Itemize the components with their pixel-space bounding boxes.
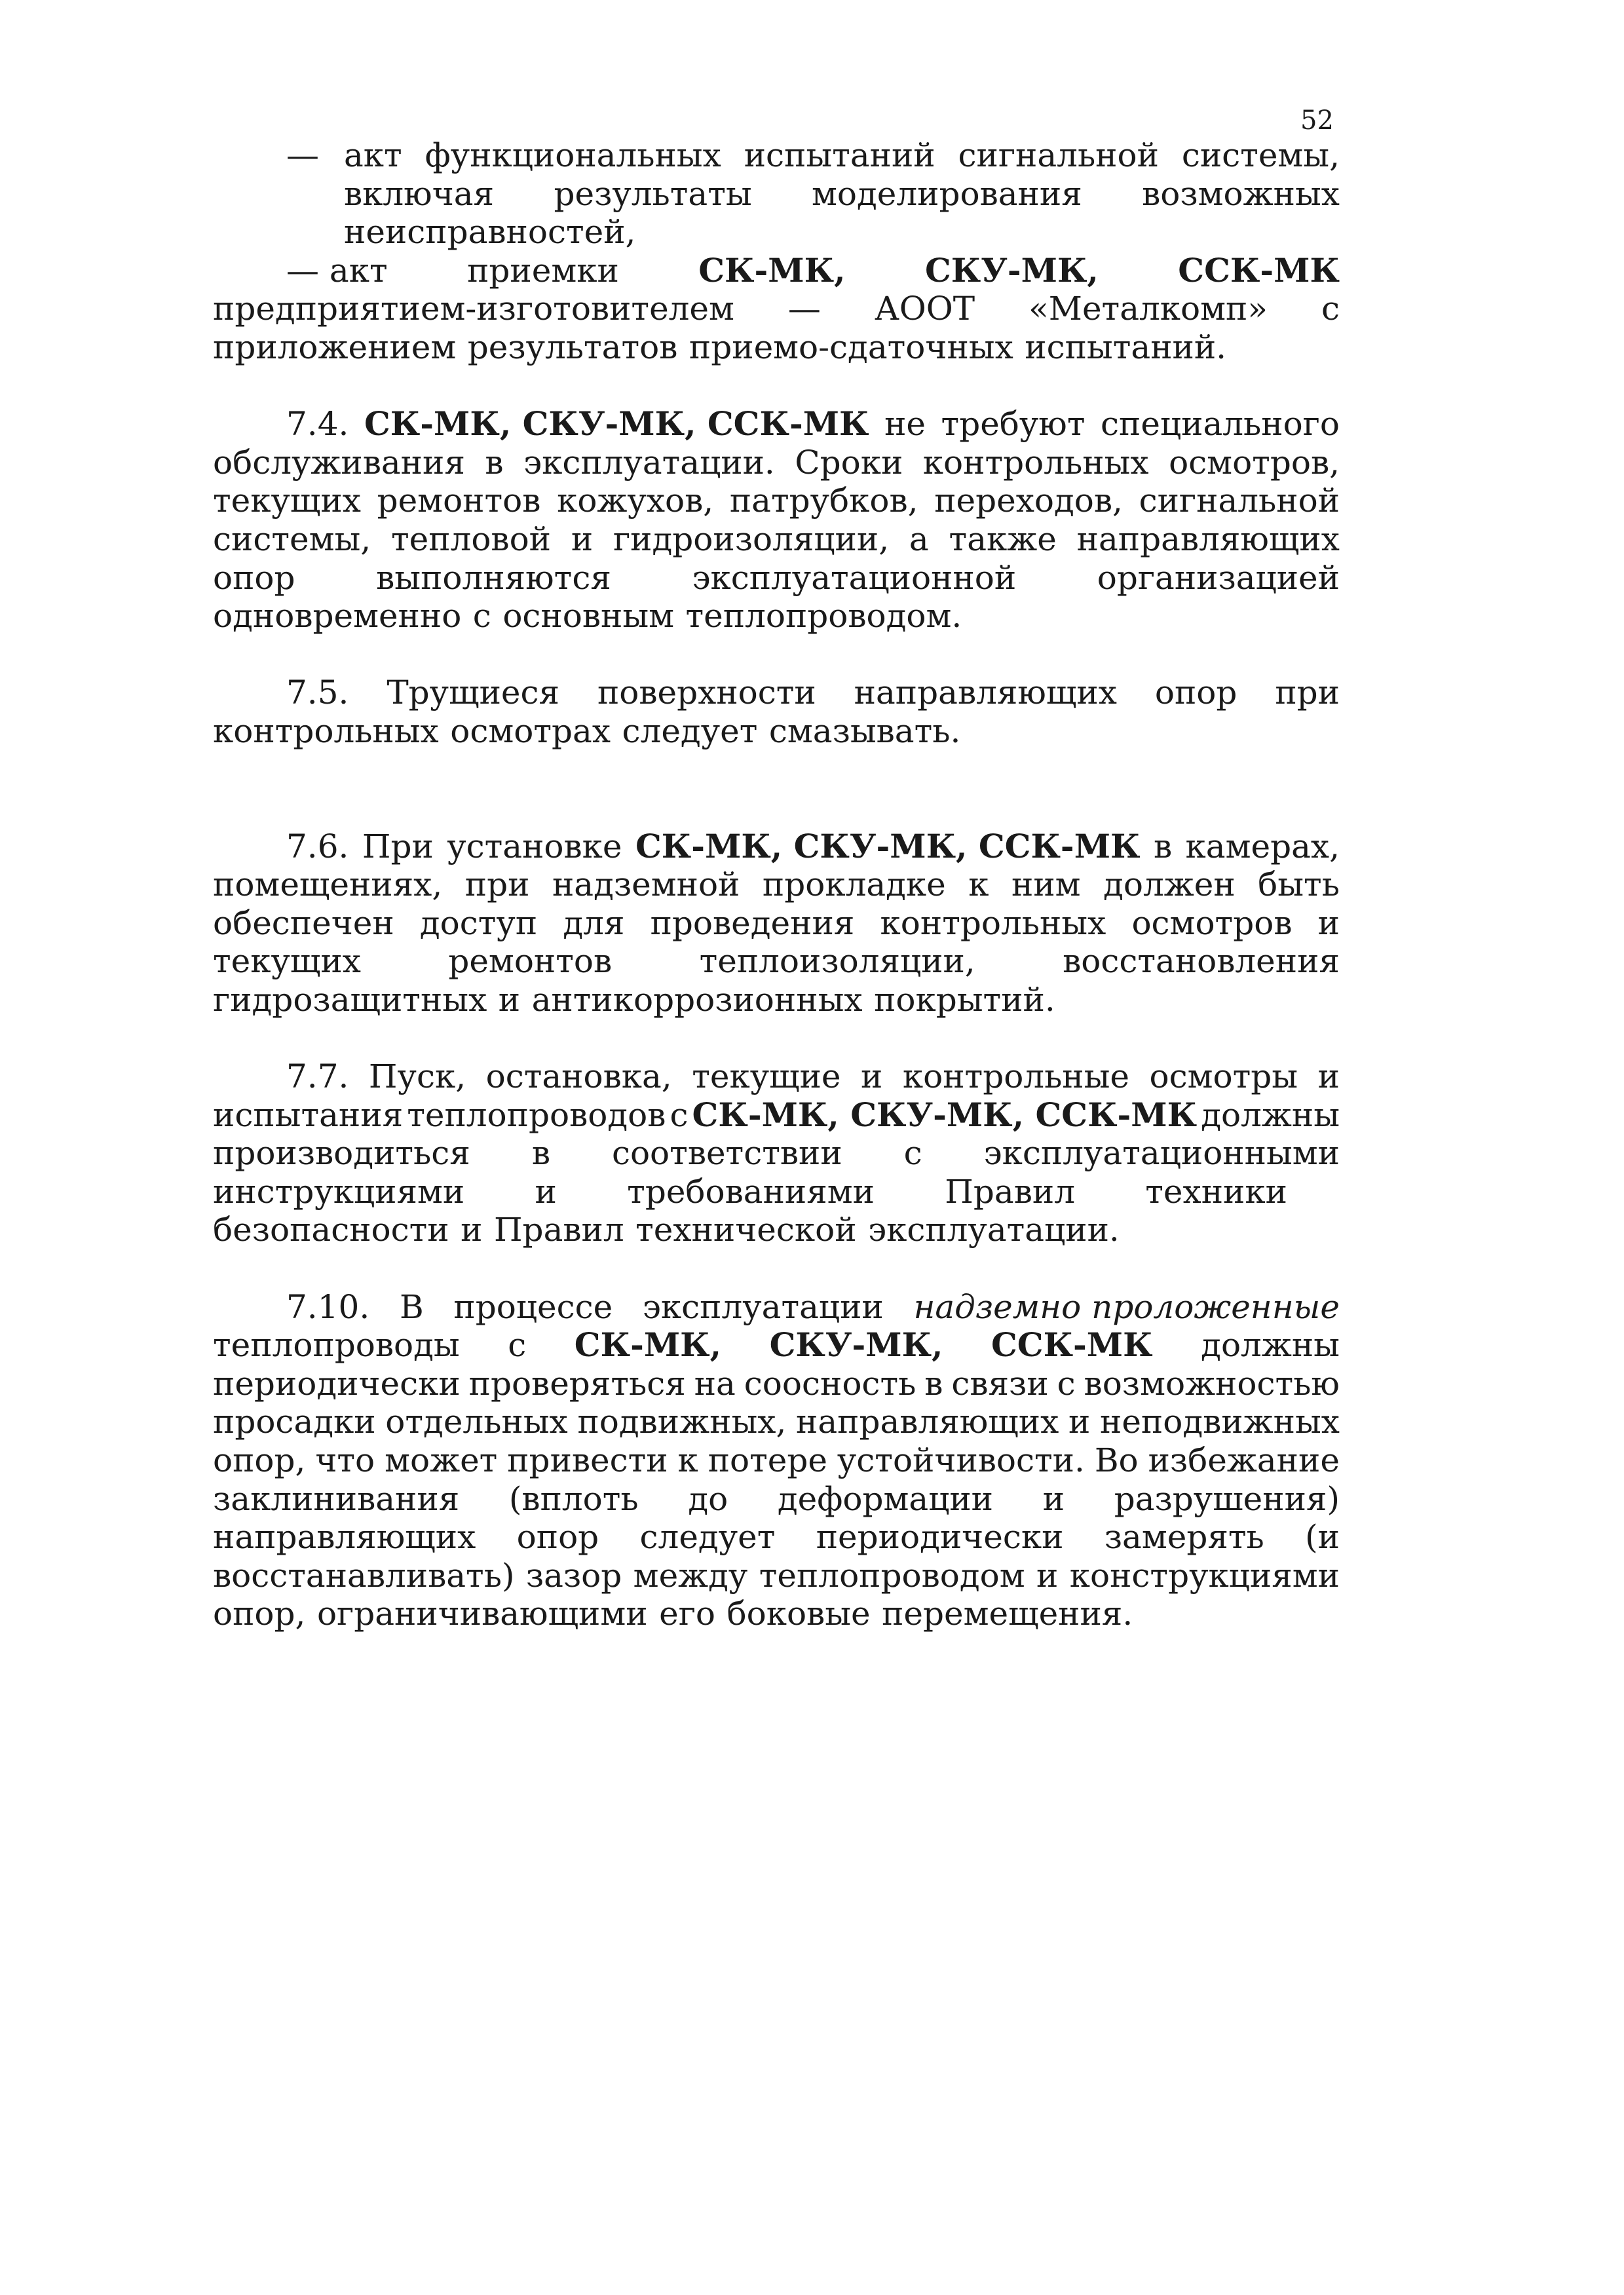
section-7-6-line-1: 7.6. При установке СК-МК, СКУ-МК, ССК-МК в камерах,	[286, 826, 1340, 865]
section-7-6-line-3: обеспечен доступ для проведения контрольных осмотров и	[213, 903, 1340, 942]
section-7-7-line-4: инструкциями и требованиями Правил техники	[213, 1172, 1287, 1211]
list-item-1-line-1: — акт функциональных испытаний сигнальной системы,	[286, 136, 1340, 174]
section-7-4-line-5: опор выполняются эксплуатационной организацией	[213, 558, 1340, 597]
page-number: 52	[1300, 105, 1334, 136]
words: акт функциональных испытаний сигнальной системы,	[344, 136, 1340, 174]
list-item-2-line-3: приложением результатов приемо-сдаточных испытаний.	[213, 328, 1227, 366]
list-item-1-line-2: включая результаты моделирования возможных	[344, 174, 1340, 213]
document-body	[213, 136, 1340, 1633]
paragraph-gap	[213, 635, 1340, 674]
paragraph-gap	[213, 751, 1340, 827]
section-7-7-line-1: 7.7. Пуск, остановка, текущие и контрольные осмотры и	[286, 1057, 1340, 1096]
section-7-6-line-5: гидрозащитных и антикоррозионных покрытий.	[213, 980, 1055, 1019]
section-7-10-line-2: теплопроводы с СК-МК, СКУ-МК, ССК-МК должны	[213, 1325, 1340, 1365]
section-7-10-line-5: опор, что может привести к потере устойчивости. Во избежание	[213, 1441, 1340, 1479]
list-item-2-line-2: предприятием-изготовителем — АООТ «Металкомп» с	[213, 290, 1340, 328]
section-7-10-line-7: направляющих опор следует периодически замерять (и	[213, 1518, 1340, 1557]
section-7-10-line-9: опор, ограничивающими его боковые перемещения.	[213, 1595, 1133, 1633]
paragraph-gap	[213, 1249, 1340, 1288]
section-7-7-line-2: испытания теплопроводов с СК-МК, СКУ-МК, ССК-МК должны	[213, 1095, 1340, 1134]
list-item-2-line-1: — акт приемки СК-МК, СКУ-МК, ССК-МК	[286, 250, 1340, 290]
section-7-4-line-4: системы, тепловой и гидроизоляции, а также направляющих	[213, 520, 1340, 558]
section-7-5-line-2: контрольных осмотрах следует смазывать.	[213, 711, 961, 750]
section-7-7-line-3: производиться в соответствии с эксплуатационными	[213, 1134, 1340, 1173]
section-7-5-line-1: 7.5. Трущиеся поверхности направляющих опор при	[286, 673, 1340, 712]
section-7-10-line-3: периодически проверяться на соосность в связи с возможностью	[213, 1364, 1340, 1403]
section-7-10-line-1: 7.10. В процессе эксплуатации надземно проложенные	[286, 1287, 1340, 1326]
section-7-10-line-6: заклинивания (вплоть до деформации и разрушения)	[213, 1479, 1340, 1518]
section-7-4-line-1: 7.4. СК-МК, СКУ-МК, ССК-МК не требуют специального	[286, 404, 1340, 444]
section-7-10-line-4: просадки отдельных подвижных, направляющих и неподвижных	[213, 1403, 1340, 1441]
section-7-4-line-3: текущих ремонтов кожухов, патрубков, переходов, сигнальной	[213, 482, 1340, 520]
section-7-10-line-8: восстанавливать) зазор между теплопроводом и конструкциями	[213, 1556, 1340, 1595]
section-7-6-line-2: помещениях, при надземной прокладке к ним должен быть	[213, 865, 1340, 904]
section-7-6-line-4: текущих ремонтов теплоизоляции, восстановления	[213, 942, 1340, 981]
paragraph-gap	[213, 367, 1340, 406]
list-item-1-line-3: неисправностей,	[344, 213, 636, 252]
section-7-7-line-5: безопасности и Правил технической эксплуатации.	[213, 1211, 1120, 1249]
paragraph-gap	[213, 1019, 1340, 1057]
section-7-4-line-6: одновременно с основным теплопроводом.	[213, 597, 962, 635]
section-7-4-line-2: обслуживания в эксплуатации. Сроки контрольных осмотров,	[213, 443, 1340, 482]
